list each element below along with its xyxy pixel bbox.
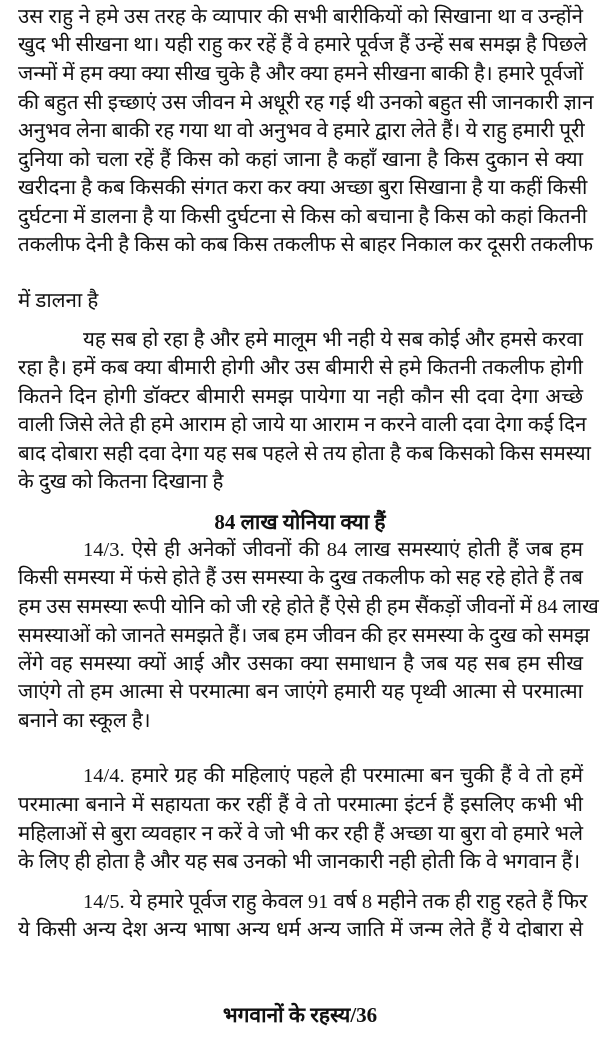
paragraph-1-line: तकलीफ देनी है किस को कब किस तकलीफ से बाहर निकाल कर दूसरी तकलीफ bbox=[18, 234, 594, 256]
paragraph-1-line: दुनिया को चला रहें हैं किस को कहां जाना है कहाँ खाना है किस दुकान से क्या bbox=[18, 149, 583, 171]
paragraph-1-line: जन्मों में हम क्या क्या सीख चुके है और क्या हमने सीखना बाकी है। हमारे पूर्वजों bbox=[18, 63, 584, 85]
paragraph-3-line: लेंगे वह समस्या क्यों आई और उसका क्या समाधान है जब यह सब हम सीख bbox=[18, 653, 583, 675]
paragraph-2-line: यह सब हो रहा है और हमे मालूम भी नही ये सब कोई और हमसे करवा bbox=[83, 329, 583, 351]
paragraph-3-line: हम उस समस्या रूपी योनि को जी रहे होते हैं ऐसे ही हम सैंकड़ों जीवनों में 84 लाख bbox=[18, 596, 599, 618]
paragraph-4-line: महिलाओं से बुरा व्यवहार न करें वे जो भी कर रही हैं अच्छा या बुरा वो हमारे भले bbox=[18, 823, 583, 845]
paragraph-1-line: दुर्घटना में डालना है या किसी दुर्घटना से किस को बचाना है किस को कहां कितनी bbox=[18, 206, 588, 228]
paragraph-1-line: उस राहु ने हमे उस तरह के व्यापार की सभी बारीकियों को सिखाना था व उन्होंने bbox=[18, 6, 583, 28]
paragraph-2-line: कितने दिन होगी डॉक्टर बीमारी समझ पायेगा या नही कौन सी दवा देगा अच्छे bbox=[18, 386, 583, 408]
paragraph-2-line: बाद दोबारा सही दवा देगा यह सब पहले से तय होता है कब किसको किस समस्या bbox=[18, 443, 591, 465]
paragraph-2-line: वाली जिसे लेते ही हमे आराम हो जाये या आराम न करने वाली दवा देगा कई दिन bbox=[18, 414, 587, 436]
paragraph-3-line: बनाने का स्कूल है। bbox=[18, 710, 151, 732]
paragraph-3-line: किसी समस्या में फंसे होते हैं उस समस्या के दुख तकलीफ को सह रहे होते हैं तब bbox=[18, 567, 583, 589]
paragraph-1-line: खरीदना है कब किसकी संगत करा कर क्या अच्छा बुरा सिखाना है या कहीं किसी bbox=[18, 177, 588, 199]
paragraph-5-line: ये किसी अन्य देश अन्य भाषा अन्य धर्म अन्य जाति में जन्म लेते हैं ये दोबारा से bbox=[18, 919, 583, 941]
paragraph-4-line: परमात्मा बनाने में सहायता कर रहीं हैं वे तो परमात्मा इंटर्न हैं इसलिए कभी भी bbox=[18, 794, 583, 816]
paragraph-1-line: में डालना है bbox=[18, 290, 99, 312]
paragraph-3-line: जाएंगे तो हम आत्मा से परमात्मा बन जाएंगे हमारी यह पृथ्वी आत्मा से परमात्मा bbox=[18, 681, 583, 703]
section-heading: 84 लाख योनिया क्या हैं bbox=[214, 510, 386, 534]
paragraph-5-line: 14/5. ये हमारे पूर्वज राहु केवल 91 वर्ष 8 महीने तक ही राहु रहते हैं फिर bbox=[83, 891, 588, 913]
paragraph-1-line: अनुभव लेना बाकी रह गया था वो अनुभव वे हमारे द्वारा लेते हैं। ये राहु हमारी पूरी bbox=[18, 120, 585, 142]
paragraph-1-line: खुद भी सीखना था। यही राहु कर रहें हैं वे हमारे पूर्वज हैं उन्हें सब समझ है पिछले bbox=[18, 34, 588, 56]
paragraph-3-line: 14/3. ऐसे ही अनेकों जीवनों की 84 लाख समस्याएं होती हैं जब हम bbox=[83, 539, 583, 561]
paragraph-4-line: 14/4. हमारे ग्रह की महिलाएं पहले ही परमात्मा बन चुकी हैं वे तो हमें bbox=[83, 765, 583, 787]
page-footer: भगवानों के रहस्य/36 bbox=[222, 1003, 378, 1027]
paragraph-4-line: के लिए ही होता है और यह सब उनको भी जानकारी नही होती कि वे भगवान हैं। bbox=[18, 851, 581, 873]
paragraph-2-line: रहा है। हमें कब क्या बीमारी होगी और उस बीमारी से हमे कितनी तकलीफ होगी bbox=[18, 357, 583, 379]
paragraph-3-line: समस्याओं को जानते समझते हैं। जब हम जीवन की हर समस्या के दुख को समझ bbox=[18, 625, 590, 647]
paragraph-2-line: के दुख को कितना दिखाना है bbox=[18, 471, 224, 493]
paragraph-1-line: की बहुत सी इच्छाएं उस जीवन मे अधूरी रह गई थी उनको बहुत सी जानकारी ज्ञान bbox=[18, 92, 594, 114]
